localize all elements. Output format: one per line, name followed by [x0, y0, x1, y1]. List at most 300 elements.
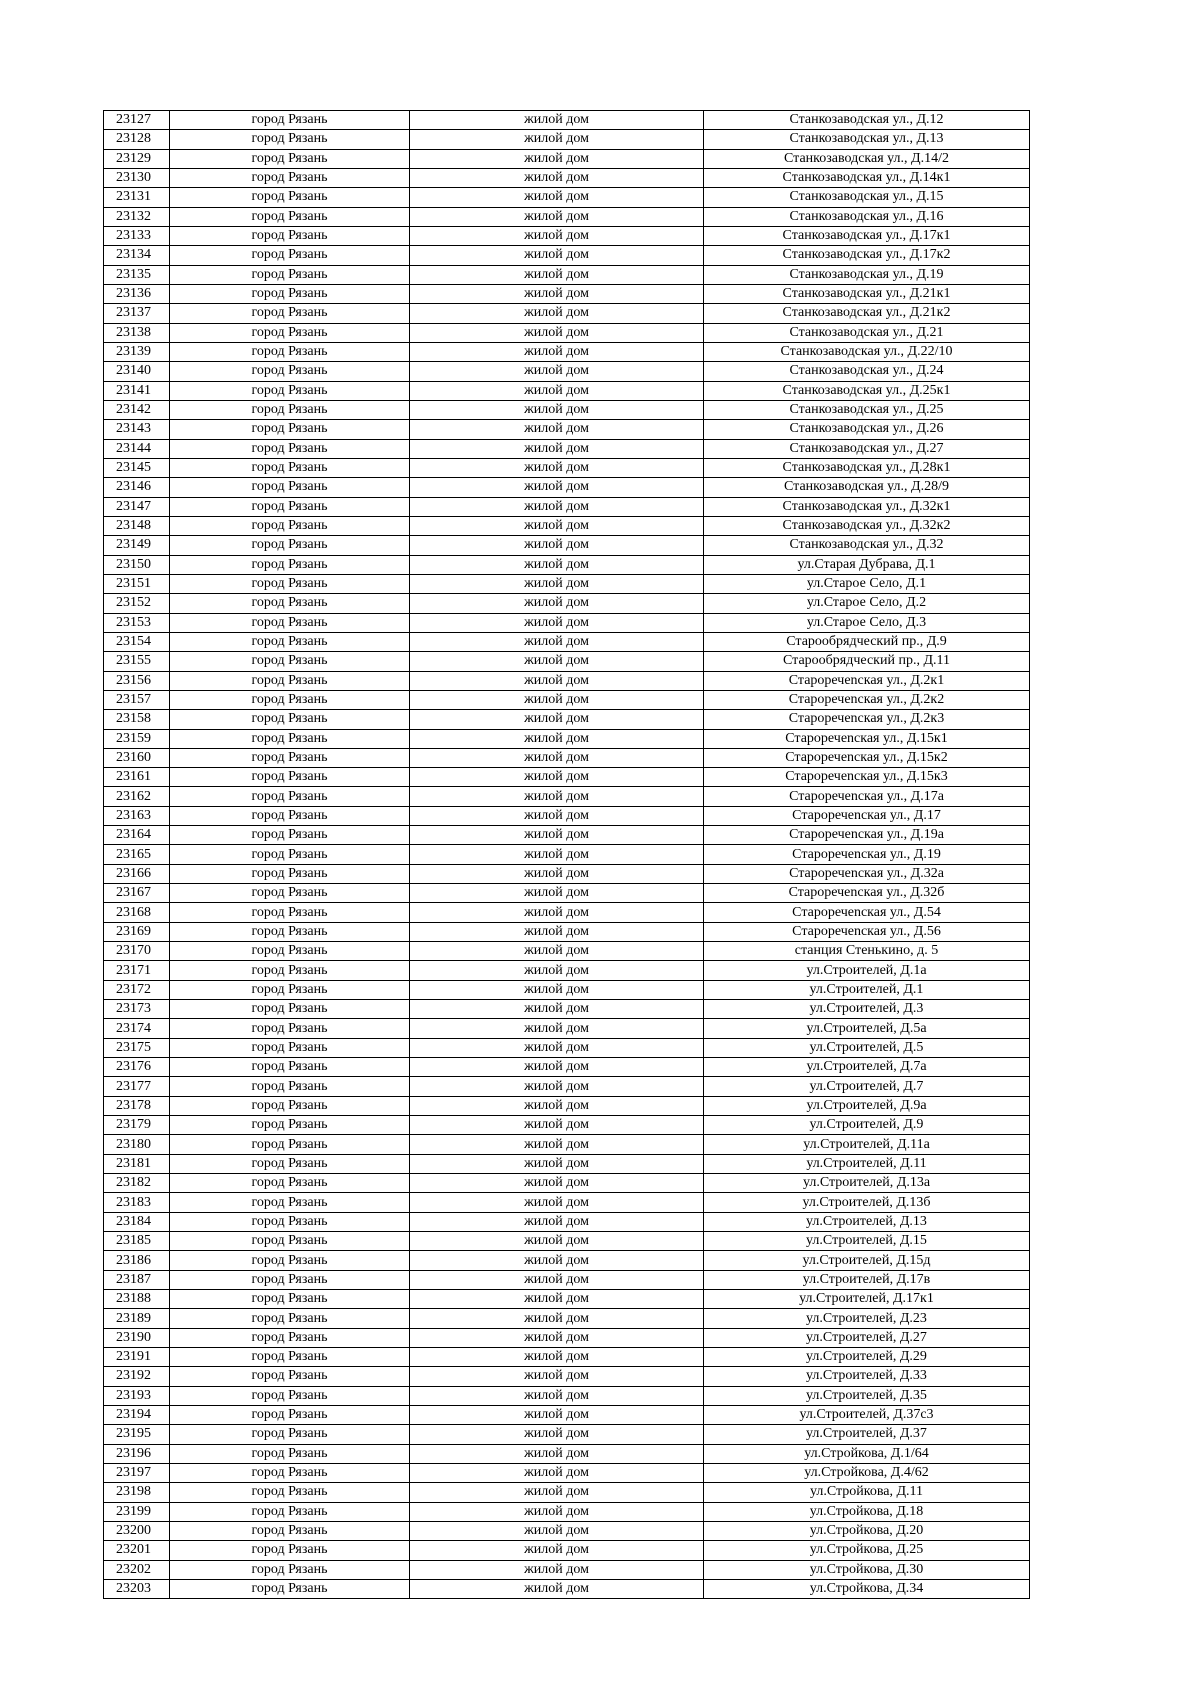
table-row	[104, 652, 1030, 671]
table-row	[104, 613, 1030, 632]
table-row	[104, 729, 1030, 748]
object-type-cell: жилой дом	[410, 632, 704, 651]
table-row	[104, 1232, 1030, 1251]
object-type-cell: жилой дом	[410, 729, 704, 748]
city-cell: город Рязань	[170, 1251, 410, 1270]
city-cell: город Рязань	[170, 632, 410, 651]
record-number: 23188	[104, 1290, 170, 1309]
address-cell: ул.Строителей, Д.15д	[704, 1251, 1030, 1270]
record-number: 23180	[104, 1135, 170, 1154]
table-row	[104, 1116, 1030, 1135]
object-type-cell: жилой дом	[410, 922, 704, 941]
city-cell: город Рязань	[170, 265, 410, 284]
city-cell: город Рязань	[170, 1405, 410, 1424]
object-type-cell: жилой дом	[410, 1405, 704, 1424]
city-cell: город Рязань	[170, 536, 410, 555]
address-cell: ул.Строителей, Д.29	[704, 1348, 1030, 1367]
address-cell: Станкозаводская ул., Д.27	[704, 439, 1030, 458]
object-type-cell: жилой дом	[410, 787, 704, 806]
address-cell: ул.Строителей, Д.13а	[704, 1174, 1030, 1193]
record-number: 23199	[104, 1502, 170, 1521]
city-cell: город Рязань	[170, 1348, 410, 1367]
table-row	[104, 961, 1030, 980]
city-cell: город Рязань	[170, 1463, 410, 1482]
table-row	[104, 1000, 1030, 1019]
object-type-cell: жилой дом	[410, 1212, 704, 1231]
table-row	[104, 1579, 1030, 1598]
address-cell: ул.Строителей, Д.13б	[704, 1193, 1030, 1212]
address-cell: Староречеnская ул., Д.15к1	[704, 729, 1030, 748]
record-number: 23145	[104, 458, 170, 477]
address-cell: Староречеnская ул., Д.19а	[704, 826, 1030, 845]
table-row	[104, 826, 1030, 845]
address-cell: ул.Строителей, Д.11	[704, 1154, 1030, 1173]
object-type-cell: жилой дом	[410, 536, 704, 555]
object-type-cell: жилой дом	[410, 1251, 704, 1270]
table-row	[104, 787, 1030, 806]
city-cell: город Рязань	[170, 710, 410, 729]
object-type-cell: жилой дом	[410, 1541, 704, 1560]
address-cell: Староречеnская ул., Д.19	[704, 845, 1030, 864]
object-type-cell: жилой дом	[410, 188, 704, 207]
record-number: 23184	[104, 1212, 170, 1231]
table-row	[104, 439, 1030, 458]
table-row	[104, 768, 1030, 787]
city-cell: город Рязань	[170, 671, 410, 690]
object-type-cell: жилой дом	[410, 1348, 704, 1367]
object-type-cell: жилой дом	[410, 304, 704, 323]
table-row	[104, 1348, 1030, 1367]
address-cell: Станкозаводская ул., Д.21к1	[704, 284, 1030, 303]
city-cell: город Рязань	[170, 1444, 410, 1463]
address-cell: ул.Строителей, Д.7а	[704, 1058, 1030, 1077]
table-row	[104, 690, 1030, 709]
object-type-cell: жилой дом	[410, 1579, 704, 1598]
city-cell: город Рязань	[170, 168, 410, 187]
address-cell: ул.Строителей, Д.37	[704, 1425, 1030, 1444]
record-number: 23135	[104, 265, 170, 284]
city-cell: город Рязань	[170, 787, 410, 806]
city-cell: город Рязань	[170, 149, 410, 168]
city-cell: город Рязань	[170, 130, 410, 149]
address-cell: Староречеnская ул., Д.54	[704, 903, 1030, 922]
address-cell: ул.Строителей, Д.27	[704, 1328, 1030, 1347]
object-type-cell: жилой дом	[410, 1560, 704, 1579]
record-number: 23200	[104, 1521, 170, 1540]
address-cell: ул.Строителей, Д.17к1	[704, 1290, 1030, 1309]
table-row	[104, 1077, 1030, 1096]
record-number: 23179	[104, 1116, 170, 1135]
table-row	[104, 1463, 1030, 1482]
table-row	[104, 1502, 1030, 1521]
address-cell: станция Стенькино, д. 5	[704, 942, 1030, 961]
record-number: 23181	[104, 1154, 170, 1173]
address-cell: Старообрядческий пр., Д.9	[704, 632, 1030, 651]
record-number: 23164	[104, 826, 170, 845]
address-cell: Староречеnская ул., Д.17	[704, 806, 1030, 825]
address-cell: Станкозаводская ул., Д.16	[704, 207, 1030, 226]
object-type-cell: жилой дом	[410, 381, 704, 400]
record-number: 23152	[104, 594, 170, 613]
address-cell: Станкозаводская ул., Д.28/9	[704, 478, 1030, 497]
record-number: 23195	[104, 1425, 170, 1444]
address-cell: ул.Старое Село, Д.1	[704, 574, 1030, 593]
city-cell: город Рязань	[170, 961, 410, 980]
table-row	[104, 1058, 1030, 1077]
record-number: 23171	[104, 961, 170, 980]
object-type-cell: жилой дом	[410, 284, 704, 303]
object-type-cell: жилой дом	[410, 420, 704, 439]
city-cell: город Рязань	[170, 420, 410, 439]
record-number: 23144	[104, 439, 170, 458]
record-number: 23147	[104, 497, 170, 516]
table-row	[104, 1135, 1030, 1154]
table-row	[104, 806, 1030, 825]
record-number: 23192	[104, 1367, 170, 1386]
address-cell: Станкозаводская ул., Д.14/2	[704, 149, 1030, 168]
city-cell: город Рязань	[170, 400, 410, 419]
city-cell: город Рязань	[170, 1579, 410, 1598]
address-cell: Староречеnская ул., Д.2к2	[704, 690, 1030, 709]
city-cell: город Рязань	[170, 806, 410, 825]
address-cell: Станкозаводская ул., Д.32	[704, 536, 1030, 555]
address-cell: ул.Стройкова, Д.1/64	[704, 1444, 1030, 1463]
object-type-cell: жилой дом	[410, 362, 704, 381]
city-cell: город Рязань	[170, 1077, 410, 1096]
record-number: 23157	[104, 690, 170, 709]
object-type-cell: жилой дом	[410, 1502, 704, 1521]
city-cell: город Рязань	[170, 1270, 410, 1289]
address-cell: ул.Строителей, Д.11а	[704, 1135, 1030, 1154]
table-row	[104, 574, 1030, 593]
record-number: 23136	[104, 284, 170, 303]
object-type-cell: жилой дом	[410, 961, 704, 980]
city-cell: город Рязань	[170, 1116, 410, 1135]
table-row	[104, 536, 1030, 555]
address-cell: Станкозаводская ул., Д.32к1	[704, 497, 1030, 516]
record-number: 23175	[104, 1038, 170, 1057]
record-number: 23131	[104, 188, 170, 207]
city-cell: город Рязань	[170, 516, 410, 535]
city-cell: город Рязань	[170, 845, 410, 864]
record-number: 23129	[104, 149, 170, 168]
address-cell: ул.Строителей, Д.15	[704, 1232, 1030, 1251]
city-cell: город Рязань	[170, 729, 410, 748]
record-number: 23133	[104, 226, 170, 245]
record-number: 23153	[104, 613, 170, 632]
address-cell: Станкозаводская ул., Д.24	[704, 362, 1030, 381]
record-number: 23162	[104, 787, 170, 806]
table-row	[104, 381, 1030, 400]
table-row	[104, 130, 1030, 149]
object-type-cell: жилой дом	[410, 1386, 704, 1405]
object-type-cell: жилой дом	[410, 980, 704, 999]
record-number: 23163	[104, 806, 170, 825]
city-cell: город Рязань	[170, 323, 410, 342]
record-number: 23161	[104, 768, 170, 787]
object-type-cell: жилой дом	[410, 594, 704, 613]
object-type-cell: жилой дом	[410, 1174, 704, 1193]
object-type-cell: жилой дом	[410, 864, 704, 883]
table-row	[104, 710, 1030, 729]
city-cell: город Рязань	[170, 748, 410, 767]
address-cell: Станкозаводская ул., Д.32к2	[704, 516, 1030, 535]
city-cell: город Рязань	[170, 1232, 410, 1251]
table-row	[104, 748, 1030, 767]
object-type-cell: жилой дом	[410, 458, 704, 477]
table-row	[104, 400, 1030, 419]
city-cell: город Рязань	[170, 768, 410, 787]
table-row	[104, 1096, 1030, 1115]
city-cell: город Рязань	[170, 1425, 410, 1444]
table-row	[104, 1444, 1030, 1463]
address-cell: ул.Стройкова, Д.11	[704, 1483, 1030, 1502]
object-type-cell: жилой дом	[410, 690, 704, 709]
record-number: 23193	[104, 1386, 170, 1405]
address-cell: Станкозаводская ул., Д.12	[704, 111, 1030, 130]
table-row	[104, 594, 1030, 613]
object-type-cell: жилой дом	[410, 903, 704, 922]
object-type-cell: жилой дом	[410, 1444, 704, 1463]
address-cell: Станкозаводская ул., Д.28к1	[704, 458, 1030, 477]
object-type-cell: жилой дом	[410, 826, 704, 845]
address-cell: Старообрядческий пр., Д.11	[704, 652, 1030, 671]
address-table	[103, 110, 1030, 1599]
table-row	[104, 497, 1030, 516]
record-number: 23174	[104, 1019, 170, 1038]
record-number: 23186	[104, 1251, 170, 1270]
address-cell: Староречеnская ул., Д.15к3	[704, 768, 1030, 787]
address-cell: Староречеnская ул., Д.17а	[704, 787, 1030, 806]
city-cell: город Рязань	[170, 188, 410, 207]
object-type-cell: жилой дом	[410, 710, 704, 729]
table-row	[104, 1038, 1030, 1057]
address-cell: ул.Строителей, Д.1а	[704, 961, 1030, 980]
address-cell: ул.Стройкова, Д.4/62	[704, 1463, 1030, 1482]
record-number: 23191	[104, 1348, 170, 1367]
record-number: 23189	[104, 1309, 170, 1328]
address-cell: ул.Строителей, Д.5а	[704, 1019, 1030, 1038]
table-row	[104, 903, 1030, 922]
object-type-cell: жилой дом	[410, 1058, 704, 1077]
record-number: 23170	[104, 942, 170, 961]
city-cell: город Рязань	[170, 1019, 410, 1038]
table-row	[104, 226, 1030, 245]
object-type-cell: жилой дом	[410, 1000, 704, 1019]
table-row	[104, 1425, 1030, 1444]
record-number: 23167	[104, 884, 170, 903]
address-cell: ул.Строителей, Д.1	[704, 980, 1030, 999]
object-type-cell: жилой дом	[410, 400, 704, 419]
record-number: 23160	[104, 748, 170, 767]
object-type-cell: жилой дом	[410, 1425, 704, 1444]
city-cell: город Рязань	[170, 1367, 410, 1386]
address-cell: Станкозаводская ул., Д.17к2	[704, 246, 1030, 265]
table-row	[104, 980, 1030, 999]
address-cell: ул.Стройкова, Д.20	[704, 1521, 1030, 1540]
object-type-cell: жилой дом	[410, 1309, 704, 1328]
address-cell: Станкозаводская ул., Д.25	[704, 400, 1030, 419]
object-type-cell: жилой дом	[410, 1135, 704, 1154]
record-number: 23202	[104, 1560, 170, 1579]
table-row	[104, 323, 1030, 342]
object-type-cell: жилой дом	[410, 207, 704, 226]
table-row	[104, 845, 1030, 864]
city-cell: город Рязань	[170, 246, 410, 265]
city-cell: город Рязань	[170, 1193, 410, 1212]
address-cell: Станкозаводская ул., Д.15	[704, 188, 1030, 207]
city-cell: город Рязань	[170, 942, 410, 961]
city-cell: город Рязань	[170, 1309, 410, 1328]
object-type-cell: жилой дом	[410, 652, 704, 671]
address-cell: ул.Строителей, Д.35	[704, 1386, 1030, 1405]
address-cell: Староречеnская ул., Д.32б	[704, 884, 1030, 903]
table-row	[104, 420, 1030, 439]
table-row	[104, 632, 1030, 651]
record-number: 23132	[104, 207, 170, 226]
object-type-cell: жилой дом	[410, 323, 704, 342]
table-row	[104, 1405, 1030, 1424]
address-cell: Станкозаводская ул., Д.19	[704, 265, 1030, 284]
city-cell: город Рязань	[170, 207, 410, 226]
record-number: 23196	[104, 1444, 170, 1463]
address-cell: ул.Строителей, Д.37с3	[704, 1405, 1030, 1424]
record-number: 23142	[104, 400, 170, 419]
object-type-cell: жилой дом	[410, 574, 704, 593]
address-cell: ул.Строителей, Д.5	[704, 1038, 1030, 1057]
record-number: 23194	[104, 1405, 170, 1424]
table-row	[104, 1019, 1030, 1038]
city-cell: город Рязань	[170, 226, 410, 245]
table-row	[104, 188, 1030, 207]
city-cell: город Рязань	[170, 1328, 410, 1347]
record-number: 23128	[104, 130, 170, 149]
object-type-cell: жилой дом	[410, 516, 704, 535]
record-number: 23148	[104, 516, 170, 535]
table-row	[104, 1328, 1030, 1347]
record-number: 23150	[104, 555, 170, 574]
table-row	[104, 362, 1030, 381]
address-table-body	[104, 111, 1030, 1599]
object-type-cell: жилой дом	[410, 555, 704, 574]
record-number: 23156	[104, 671, 170, 690]
city-cell: город Рязань	[170, 1560, 410, 1579]
address-cell: Староречеnская ул., Д.2к3	[704, 710, 1030, 729]
object-type-cell: жилой дом	[410, 748, 704, 767]
record-number: 23154	[104, 632, 170, 651]
table-row	[104, 207, 1030, 226]
object-type-cell: жилой дом	[410, 342, 704, 361]
table-row	[104, 1270, 1030, 1289]
table-row	[104, 1290, 1030, 1309]
record-number: 23138	[104, 323, 170, 342]
table-row	[104, 1193, 1030, 1212]
city-cell: город Рязань	[170, 1521, 410, 1540]
table-row	[104, 246, 1030, 265]
object-type-cell: жилой дом	[410, 806, 704, 825]
city-cell: город Рязань	[170, 864, 410, 883]
table-row	[104, 884, 1030, 903]
table-row	[104, 458, 1030, 477]
table-row	[104, 168, 1030, 187]
record-number: 23146	[104, 478, 170, 497]
city-cell: город Рязань	[170, 1058, 410, 1077]
city-cell: город Рязань	[170, 594, 410, 613]
record-number: 23185	[104, 1232, 170, 1251]
city-cell: город Рязань	[170, 1502, 410, 1521]
address-cell: ул.Строителей, Д.7	[704, 1077, 1030, 1096]
address-cell: ул.Старое Село, Д.3	[704, 613, 1030, 632]
table-row	[104, 1251, 1030, 1270]
record-number: 23134	[104, 246, 170, 265]
table-row	[104, 1367, 1030, 1386]
record-number: 23172	[104, 980, 170, 999]
table-row	[104, 864, 1030, 883]
address-cell: Станкозаводская ул., Д.13	[704, 130, 1030, 149]
address-cell: ул.Старое Село, Д.2	[704, 594, 1030, 613]
city-cell: город Рязань	[170, 826, 410, 845]
object-type-cell: жилой дом	[410, 1019, 704, 1038]
city-cell: город Рязань	[170, 555, 410, 574]
address-cell: Староречеnская ул., Д.56	[704, 922, 1030, 941]
record-number: 23158	[104, 710, 170, 729]
city-cell: город Рязань	[170, 381, 410, 400]
address-cell: ул.Строителей, Д.33	[704, 1367, 1030, 1386]
city-cell: город Рязань	[170, 980, 410, 999]
object-type-cell: жилой дом	[410, 130, 704, 149]
address-cell: ул.Строителей, Д.13	[704, 1212, 1030, 1231]
table-row	[104, 516, 1030, 535]
city-cell: город Рязань	[170, 613, 410, 632]
city-cell: город Рязань	[170, 1154, 410, 1173]
record-number: 23151	[104, 574, 170, 593]
table-row	[104, 1309, 1030, 1328]
object-type-cell: жилой дом	[410, 1232, 704, 1251]
table-row	[104, 1154, 1030, 1173]
table-row	[104, 555, 1030, 574]
record-number: 23139	[104, 342, 170, 361]
table-row	[104, 342, 1030, 361]
record-number: 23203	[104, 1579, 170, 1598]
table-row	[104, 478, 1030, 497]
address-cell: ул.Строителей, Д.9	[704, 1116, 1030, 1135]
object-type-cell: жилой дом	[410, 265, 704, 284]
object-type-cell: жилой дом	[410, 1521, 704, 1540]
table-row	[104, 1483, 1030, 1502]
table-row	[104, 1386, 1030, 1405]
record-number: 23176	[104, 1058, 170, 1077]
record-number: 23130	[104, 168, 170, 187]
city-cell: город Рязань	[170, 1212, 410, 1231]
object-type-cell: жилой дом	[410, 1116, 704, 1135]
object-type-cell: жилой дом	[410, 1038, 704, 1057]
object-type-cell: жилой дом	[410, 845, 704, 864]
city-cell: город Рязань	[170, 458, 410, 477]
address-cell: ул.Стройкова, Д.34	[704, 1579, 1030, 1598]
city-cell: город Рязань	[170, 1038, 410, 1057]
object-type-cell: жилой дом	[410, 1193, 704, 1212]
table-row	[104, 671, 1030, 690]
record-number: 23137	[104, 304, 170, 323]
object-type-cell: жилой дом	[410, 149, 704, 168]
address-cell: ул.Строителей, Д.9а	[704, 1096, 1030, 1115]
address-cell: Станкозаводская ул., Д.22/10	[704, 342, 1030, 361]
record-number: 23168	[104, 903, 170, 922]
address-cell: ул.Стройкова, Д.25	[704, 1541, 1030, 1560]
record-number: 23155	[104, 652, 170, 671]
table-row	[104, 149, 1030, 168]
address-cell: ул.Строителей, Д.23	[704, 1309, 1030, 1328]
